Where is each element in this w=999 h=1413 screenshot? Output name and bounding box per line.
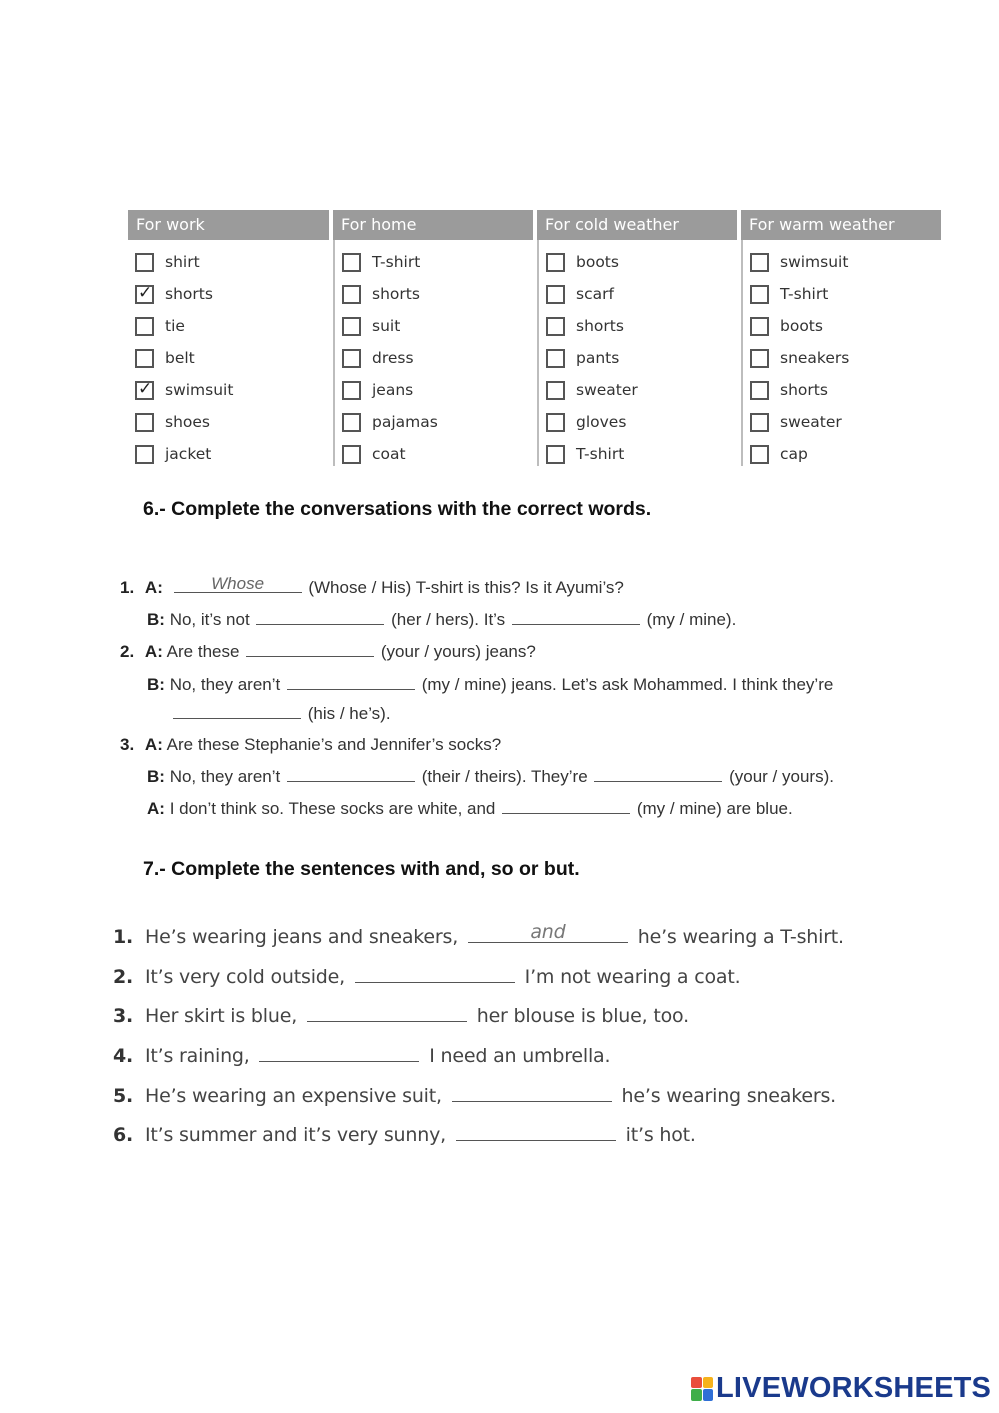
checklist-item bbox=[743, 310, 941, 342]
logo-square bbox=[703, 1377, 714, 1389]
speaker-label: A: bbox=[144, 578, 163, 597]
sentence-text: It’s very cold outside, bbox=[145, 966, 351, 988]
checkbox[interactable] bbox=[546, 445, 565, 464]
checkbox[interactable] bbox=[546, 413, 565, 432]
sentence-text: No, it’s not bbox=[169, 610, 255, 629]
checklist-item bbox=[128, 374, 329, 406]
item-number: 1. bbox=[120, 578, 135, 597]
sentence-item bbox=[113, 1124, 696, 1146]
checklist-item bbox=[743, 438, 941, 470]
column-header: For warm weather bbox=[741, 210, 941, 240]
logo-mark-icon bbox=[691, 1377, 713, 1401]
item-number: 2. bbox=[113, 966, 134, 988]
checklist-item bbox=[128, 278, 329, 310]
sentence-text: Her skirt is blue, bbox=[145, 1005, 303, 1027]
conversation-3-line-a bbox=[120, 735, 501, 755]
item-label: T-shirt bbox=[372, 253, 421, 271]
checklist-item bbox=[335, 438, 533, 470]
exercise-7-heading: 7.- Complete the sentences with and, so or but. bbox=[143, 858, 580, 880]
conversation-3-line-b bbox=[147, 767, 834, 787]
checkbox[interactable] bbox=[546, 349, 565, 368]
sentence-text: (their / theirs). They’re bbox=[416, 767, 593, 786]
checklist-item bbox=[128, 310, 329, 342]
checkbox[interactable] bbox=[342, 445, 361, 464]
checklist-item bbox=[539, 310, 737, 342]
table-column bbox=[333, 210, 533, 466]
answer-blank[interactable] bbox=[456, 1124, 616, 1141]
checklist-item bbox=[335, 278, 533, 310]
answer-blank[interactable] bbox=[173, 704, 301, 719]
sentence-text: (my / mine) jeans. Let’s ask Mohammed. I think they’re bbox=[416, 675, 834, 694]
item-label: swimsuit bbox=[165, 381, 234, 399]
checkmark-icon: ✓ bbox=[138, 378, 153, 399]
item-label: shorts bbox=[780, 381, 828, 399]
answer-blank[interactable] bbox=[502, 799, 630, 814]
item-number: 5. bbox=[113, 1085, 134, 1107]
conversation-3-line-c bbox=[147, 799, 793, 819]
checklist-item bbox=[539, 342, 737, 374]
item-label: shirt bbox=[165, 253, 200, 271]
checklist-item bbox=[335, 374, 533, 406]
item-number: 4. bbox=[113, 1045, 134, 1067]
table-column bbox=[741, 210, 941, 466]
item-label: shorts bbox=[576, 317, 624, 335]
column-body bbox=[333, 240, 533, 466]
column-body bbox=[537, 240, 737, 466]
item-label: coat bbox=[372, 445, 406, 463]
sentence-text: it’s hot. bbox=[619, 1124, 696, 1146]
checkbox[interactable] bbox=[750, 349, 769, 368]
item-label: belt bbox=[165, 349, 195, 367]
speaker-label: A: bbox=[144, 735, 163, 754]
column-header: For home bbox=[333, 210, 533, 240]
liveworksheets-logo bbox=[691, 1372, 991, 1405]
logo-text: LIVEWORKSHEETS bbox=[716, 1372, 992, 1404]
conversation-2-line-b-cont bbox=[171, 704, 391, 724]
exercise-6-heading: 6.- Complete the conversations with the correct words. bbox=[143, 498, 652, 520]
sentence-text: (her / hers). It’s bbox=[386, 610, 510, 629]
sentence-item bbox=[113, 1045, 610, 1067]
table-column bbox=[537, 210, 737, 466]
sentence-text: He’s wearing an expensive suit, bbox=[145, 1085, 448, 1107]
item-number: 2. bbox=[120, 642, 135, 661]
item-label: tie bbox=[165, 317, 185, 335]
checklist-item bbox=[128, 438, 329, 470]
column-body bbox=[741, 240, 941, 466]
item-label: swimsuit bbox=[780, 253, 849, 271]
item-label: pajamas bbox=[372, 413, 438, 431]
checklist-item bbox=[128, 342, 329, 374]
conversation-1-line-b bbox=[147, 610, 736, 630]
checklist-item bbox=[128, 246, 329, 278]
item-number: 6. bbox=[113, 1124, 134, 1146]
item-number: 3. bbox=[120, 735, 135, 754]
item-label: boots bbox=[780, 317, 823, 335]
checklist-item bbox=[335, 246, 533, 278]
answer-blank[interactable] bbox=[468, 921, 628, 943]
sentence-text: (your / yours). bbox=[724, 767, 834, 786]
checklist-item bbox=[743, 374, 941, 406]
item-label: gloves bbox=[576, 413, 627, 431]
checklist-item bbox=[539, 246, 737, 278]
speaker-label: A: bbox=[144, 642, 163, 661]
sentence-text: he’s wearing a T-shirt. bbox=[631, 926, 844, 948]
item-label: T-shirt bbox=[576, 445, 625, 463]
item-label: shoes bbox=[165, 413, 210, 431]
checkbox[interactable] bbox=[546, 253, 565, 272]
item-label: boots bbox=[576, 253, 619, 271]
sentence-text: I need an umbrella. bbox=[423, 1045, 611, 1067]
sentence-text: he’s wearing sneakers. bbox=[615, 1085, 836, 1107]
checkbox[interactable] bbox=[135, 413, 154, 432]
sentence-item bbox=[113, 1085, 836, 1107]
sentence-text: No, they aren’t bbox=[169, 675, 285, 694]
item-label: scarf bbox=[576, 285, 614, 303]
checklist-item bbox=[743, 406, 941, 438]
sentence-text: Are these bbox=[166, 642, 245, 661]
item-label: sweater bbox=[576, 381, 638, 399]
checkbox[interactable] bbox=[750, 285, 769, 304]
checkbox[interactable] bbox=[342, 381, 361, 400]
sentence-text: (Whose / His) T-shirt is this? Is it Ayumi’s? bbox=[303, 578, 624, 597]
checkbox[interactable] bbox=[342, 285, 361, 304]
checklist-item bbox=[335, 406, 533, 438]
checkbox[interactable] bbox=[750, 381, 769, 400]
answer-blank[interactable] bbox=[256, 610, 384, 625]
sentence-text: I’m not wearing a coat. bbox=[518, 966, 741, 988]
checklist-item bbox=[539, 278, 737, 310]
checkbox[interactable] bbox=[135, 349, 154, 368]
checkbox[interactable] bbox=[546, 317, 565, 336]
checklist-item bbox=[743, 342, 941, 374]
sentence-item bbox=[113, 921, 844, 948]
answer-text: Whose bbox=[211, 574, 265, 593]
answer-blank[interactable] bbox=[307, 1005, 467, 1022]
logo-square bbox=[691, 1377, 702, 1389]
logo-square bbox=[703, 1389, 714, 1401]
answer-text: and bbox=[530, 921, 566, 943]
item-label: shorts bbox=[165, 285, 213, 303]
sentence-text: (your / yours) jeans? bbox=[376, 642, 536, 661]
checkbox[interactable] bbox=[342, 349, 361, 368]
checkbox[interactable] bbox=[750, 413, 769, 432]
conversation-2-line-a bbox=[120, 642, 536, 662]
checkbox[interactable] bbox=[342, 317, 361, 336]
item-label: sneakers bbox=[780, 349, 850, 367]
checkbox[interactable] bbox=[135, 445, 154, 464]
checklist-item bbox=[743, 246, 941, 278]
checkbox[interactable] bbox=[750, 445, 769, 464]
checkbox[interactable] bbox=[750, 253, 769, 272]
item-label: jeans bbox=[372, 381, 414, 399]
item-label: sweater bbox=[780, 413, 842, 431]
sentence-text: It’s raining, bbox=[145, 1045, 256, 1067]
item-label: cap bbox=[780, 445, 808, 463]
checkbox[interactable] bbox=[342, 253, 361, 272]
answer-blank[interactable] bbox=[287, 767, 415, 782]
item-label: shorts bbox=[372, 285, 420, 303]
answer-blank[interactable] bbox=[246, 642, 374, 657]
checklist-item bbox=[539, 438, 737, 470]
answer-blank[interactable] bbox=[452, 1085, 612, 1102]
checkbox[interactable] bbox=[546, 285, 565, 304]
speaker-label: B: bbox=[147, 675, 165, 694]
answer-blank[interactable] bbox=[594, 767, 722, 782]
speaker-label: B: bbox=[147, 767, 165, 786]
clothing-checklist-table bbox=[128, 210, 929, 466]
column-header: For cold weather bbox=[537, 210, 737, 240]
checkbox[interactable] bbox=[135, 282, 154, 304]
answer-blank[interactable] bbox=[259, 1045, 419, 1062]
logo-square bbox=[691, 1389, 702, 1401]
sentence-text: No, they aren’t bbox=[169, 767, 285, 786]
speaker-label: B: bbox=[147, 610, 165, 629]
answer-blank[interactable] bbox=[355, 966, 515, 983]
checkbox[interactable] bbox=[750, 317, 769, 336]
item-number: 1. bbox=[113, 926, 134, 948]
sentence-text: (his / he’s). bbox=[303, 704, 391, 723]
sentence-text: (my / mine) are blue. bbox=[632, 799, 793, 818]
answer-blank[interactable] bbox=[512, 610, 640, 625]
item-label: T-shirt bbox=[780, 285, 829, 303]
checklist-item bbox=[743, 278, 941, 310]
item-number: 3. bbox=[113, 1005, 134, 1027]
sentence-text: It’s summer and it’s very sunny, bbox=[145, 1124, 452, 1146]
column-header: For work bbox=[128, 210, 329, 240]
sentence-item bbox=[113, 966, 740, 988]
item-label: dress bbox=[372, 349, 414, 367]
checklist-item bbox=[335, 310, 533, 342]
sentence-text: (my / mine). bbox=[641, 610, 737, 629]
checkbox[interactable] bbox=[135, 378, 154, 400]
checklist-item bbox=[335, 342, 533, 374]
speaker-label: A: bbox=[147, 799, 165, 818]
conversation-2-line-b bbox=[147, 675, 833, 695]
checklist-item bbox=[128, 406, 329, 438]
answer-blank[interactable] bbox=[174, 574, 302, 593]
sentence-item bbox=[113, 1005, 689, 1027]
checkbox[interactable] bbox=[546, 381, 565, 400]
conversation-1-line-a bbox=[120, 574, 624, 598]
sentence-text: her blouse is blue, too. bbox=[470, 1005, 689, 1027]
item-label: suit bbox=[372, 317, 401, 335]
table-column bbox=[128, 210, 329, 466]
checkbox[interactable] bbox=[135, 317, 154, 336]
checkmark-icon: ✓ bbox=[138, 282, 153, 303]
sentence-text: He’s wearing jeans and sneakers, bbox=[145, 926, 464, 948]
checkbox[interactable] bbox=[342, 413, 361, 432]
checklist-item bbox=[539, 406, 737, 438]
answer-blank[interactable] bbox=[287, 675, 415, 690]
item-label: pants bbox=[576, 349, 620, 367]
sentence-text: Are these Stephanie’s and Jennifer’s socks? bbox=[166, 735, 502, 754]
checkbox[interactable] bbox=[135, 253, 154, 272]
item-label: jacket bbox=[165, 445, 212, 463]
sentence-text: I don’t think so. These socks are white, and bbox=[169, 799, 501, 818]
checklist-item bbox=[539, 374, 737, 406]
column-body bbox=[128, 240, 329, 466]
